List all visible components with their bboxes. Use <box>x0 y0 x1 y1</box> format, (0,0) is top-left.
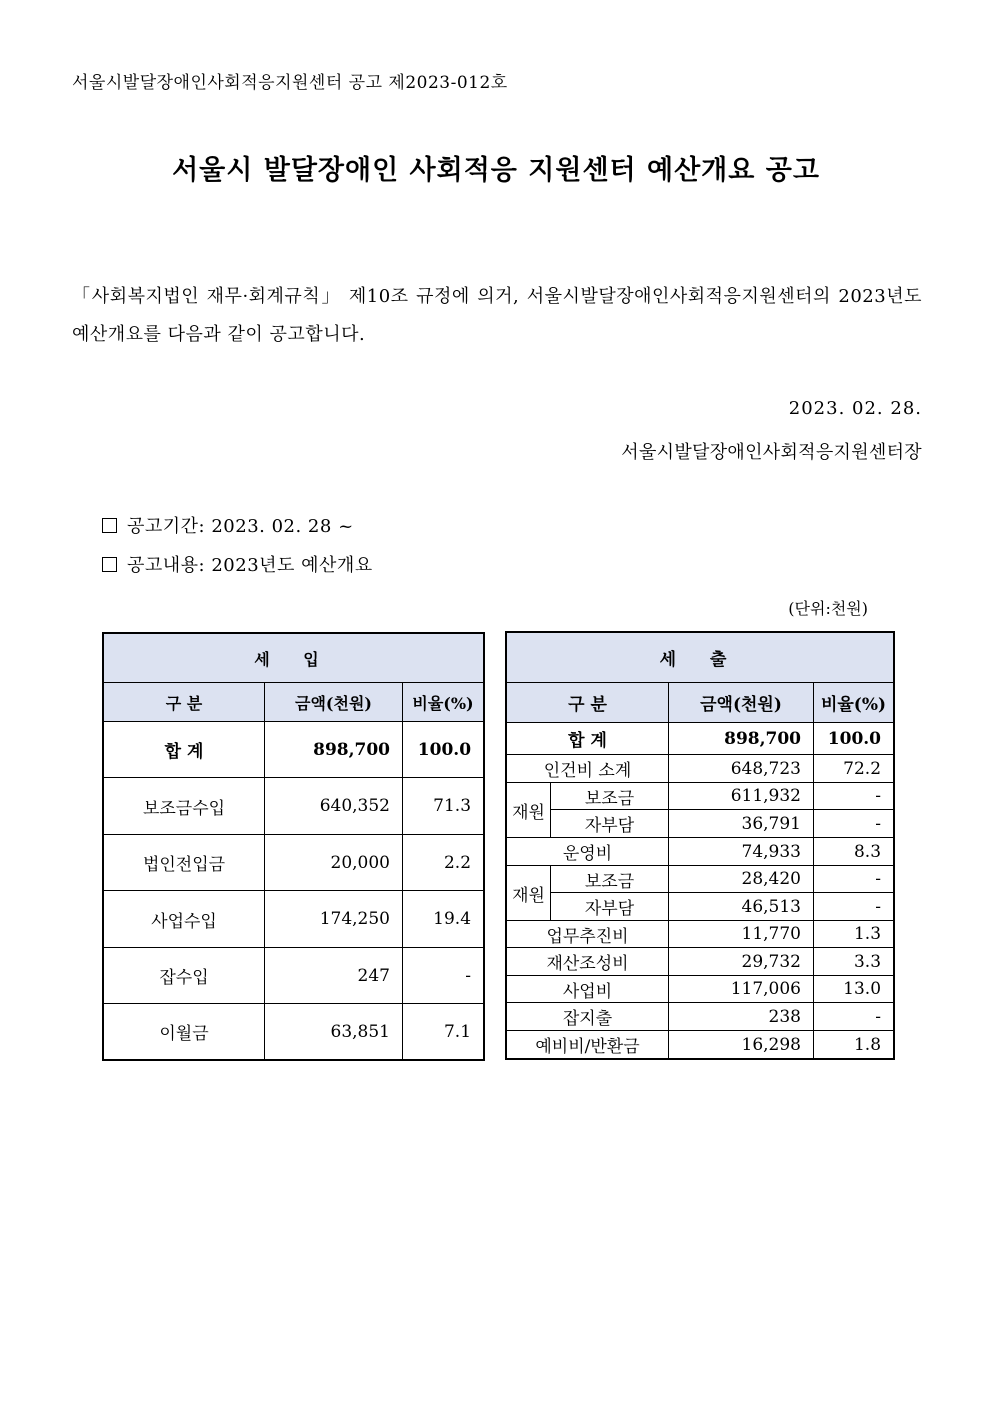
row-ratio: - <box>814 866 894 893</box>
table-row <box>104 835 484 891</box>
table-row <box>507 976 894 1003</box>
row-amount: 247 <box>265 948 403 1004</box>
unit-label: (단위:천원) <box>788 599 868 618</box>
expenditure-total-row <box>507 723 894 755</box>
row-ratio: 72.2 <box>814 755 894 783</box>
row-amount: 640,352 <box>265 778 403 835</box>
row-ratio: - <box>814 893 894 921</box>
row-amount: 11,770 <box>669 921 814 948</box>
notice-period-item <box>102 512 354 538</box>
expenditure-table <box>506 632 894 1059</box>
expenditure-total-label: 합 계 <box>507 723 669 755</box>
row-label: 재산조성비 <box>507 948 669 976</box>
column-header-ratio: 비율(%) <box>814 683 894 723</box>
row-amount: 648,723 <box>669 755 814 783</box>
table-row <box>507 893 894 921</box>
row-ratio: 71.3 <box>403 778 484 835</box>
checkbox-square-icon <box>102 557 117 572</box>
notice-reference-number: 서울시발달장애인사회적응지원센터 공고 제2023-012호 <box>72 73 508 93</box>
row-ratio: 1.8 <box>814 1031 894 1059</box>
table-row <box>507 755 894 783</box>
revenue-total-amount: 898,700 <box>265 722 403 778</box>
row-ratio: 19.4 <box>403 891 484 948</box>
row-amount: 238 <box>669 1003 814 1031</box>
row-label: 운영비 <box>507 838 669 866</box>
row-amount: 63,851 <box>265 1004 403 1060</box>
table-row <box>507 1031 894 1059</box>
table-row <box>507 810 894 838</box>
checkbox-square-icon <box>102 518 117 533</box>
row-amount: 29,732 <box>669 948 814 976</box>
expenditure-table-title: 세 출 <box>507 633 894 683</box>
row-amount: 20,000 <box>265 835 403 891</box>
revenue-table <box>103 633 484 1060</box>
row-label: 사업수입 <box>104 891 265 948</box>
row-label: 예비비/반환금 <box>507 1031 669 1059</box>
column-header-ratio: 비율(%) <box>403 683 484 722</box>
row-label: 보조금 <box>551 866 669 893</box>
row-label: 자부담 <box>551 893 669 921</box>
row-amount: 36,791 <box>669 810 814 838</box>
table-row <box>104 891 484 948</box>
notice-date: 2023. 02. 28. <box>788 398 922 419</box>
table-row <box>507 838 894 866</box>
revenue-table-title: 세 입 <box>104 634 484 683</box>
funding-source-label: 재원 <box>507 783 551 838</box>
table-row <box>507 921 894 948</box>
revenue-total-ratio: 100.0 <box>403 722 484 778</box>
table-row <box>104 1004 484 1060</box>
revenue-total-label: 합 계 <box>104 722 265 778</box>
table-row <box>507 866 894 893</box>
row-amount: 28,420 <box>669 866 814 893</box>
row-ratio: 13.0 <box>814 976 894 1003</box>
row-label: 잡지출 <box>507 1003 669 1031</box>
notice-paragraph: 「사회복지법인 재무·회계규칙」 제10조 규정에 의거, 서울시발달장애인사회적응지원센터의 2023년도 예산개요를 다음과 같이 공고합니다. <box>72 286 922 345</box>
table-row <box>104 948 484 1004</box>
row-label: 인건비 소계 <box>507 755 669 783</box>
row-label: 업무추진비 <box>507 921 669 948</box>
row-label: 보조금 <box>551 783 669 810</box>
page-title: 서울시 발달장애인 사회적응 지원센터 예산개요 공고 <box>172 155 820 186</box>
column-header-category: 구 분 <box>507 683 669 723</box>
row-ratio: 3.3 <box>814 948 894 976</box>
row-ratio: 2.2 <box>403 835 484 891</box>
revenue-total-row <box>104 722 484 778</box>
notice-content-text: 공고내용: 2023년도 예산개요 <box>127 555 373 576</box>
expenditure-total-ratio: 100.0 <box>814 723 894 755</box>
expenditure-total-amount: 898,700 <box>669 723 814 755</box>
table-row <box>104 778 484 835</box>
notice-content-item <box>102 551 373 577</box>
row-label: 이월금 <box>104 1004 265 1060</box>
column-header-category: 구 분 <box>104 683 265 722</box>
funding-source-label: 재원 <box>507 866 551 921</box>
row-amount: 174,250 <box>265 891 403 948</box>
column-header-amount: 금액(천원) <box>265 683 403 722</box>
table-row <box>507 783 894 810</box>
row-ratio: - <box>814 810 894 838</box>
notice-period-text: 공고기간: 2023. 02. 28 ~ <box>127 516 354 537</box>
row-ratio: 7.1 <box>403 1004 484 1060</box>
table-row <box>507 1003 894 1031</box>
row-ratio: - <box>814 1003 894 1031</box>
row-ratio: - <box>814 783 894 810</box>
table-row <box>507 948 894 976</box>
row-ratio: 8.3 <box>814 838 894 866</box>
row-ratio: 1.3 <box>814 921 894 948</box>
row-amount: 117,006 <box>669 976 814 1003</box>
row-label: 자부담 <box>551 810 669 838</box>
row-amount: 611,932 <box>669 783 814 810</box>
row-amount: 16,298 <box>669 1031 814 1059</box>
row-label: 법인전입금 <box>104 835 265 891</box>
notice-signer: 서울시발달장애인사회적응지원센터장 <box>621 442 922 463</box>
row-label: 보조금수입 <box>104 778 265 835</box>
row-label: 사업비 <box>507 976 669 1003</box>
row-amount: 74,933 <box>669 838 814 866</box>
row-amount: 46,513 <box>669 893 814 921</box>
row-ratio: - <box>403 948 484 1004</box>
row-label: 잡수입 <box>104 948 265 1004</box>
column-header-amount: 금액(천원) <box>669 683 814 723</box>
